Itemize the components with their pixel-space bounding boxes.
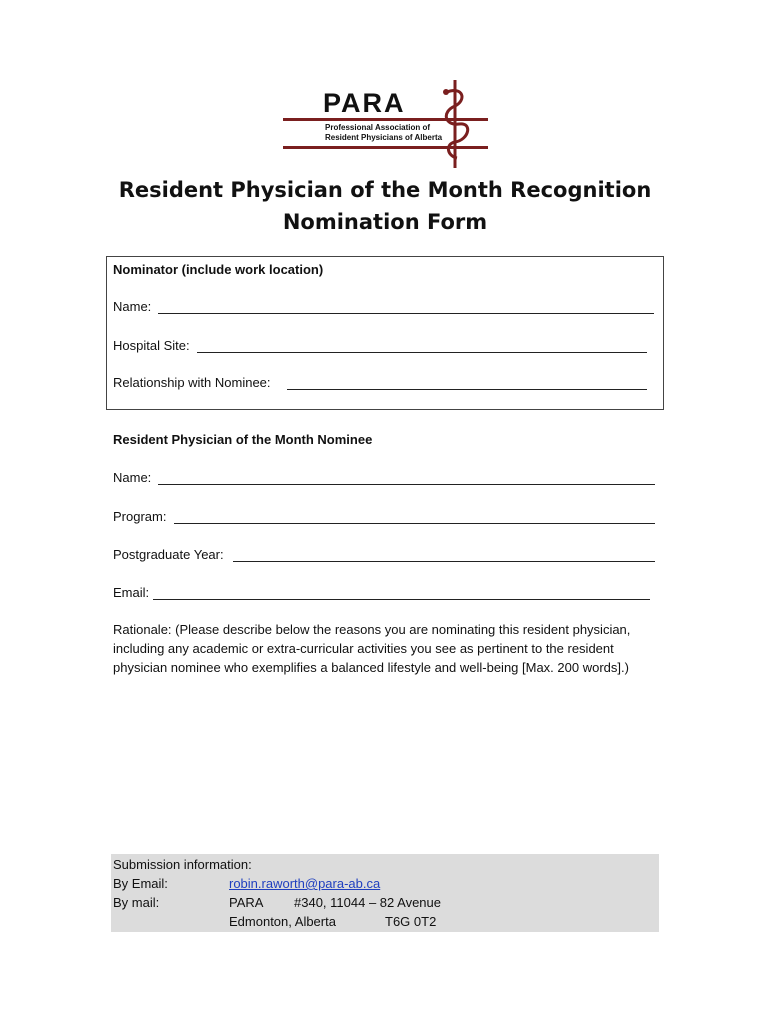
form-title-line2: Nomination Form xyxy=(282,210,488,234)
logo-subtitle xyxy=(325,123,442,143)
submission-email-link[interactable]: robin.raworth@para-ab.ca xyxy=(229,876,381,891)
logo-wordmark: PARA xyxy=(323,88,406,118)
nominator-relationship-field[interactable] xyxy=(287,389,647,390)
nominee-name-label: Name: xyxy=(113,470,152,485)
nominee-program-label: Program: xyxy=(113,509,167,524)
logo-subtitle-line2: Resident Physicians of Alberta xyxy=(325,133,443,142)
nominator-name-label: Name: xyxy=(113,299,152,314)
nominator-hospital-field[interactable] xyxy=(197,352,647,353)
caduceus-icon xyxy=(433,78,483,170)
nominee-year-field[interactable] xyxy=(233,561,655,562)
submission-heading: Submission information: xyxy=(113,857,252,872)
rationale-instructions: Rationale: (Please describe below the reasons you are nominating this resident physician, including any academic or extra-curricular activities you see as pertinent to the resident physician nominee who exemplifies a balanced lifestyle and well-being [Max. 200 words].) xyxy=(113,622,631,675)
by-mail-label: By mail: xyxy=(113,895,160,910)
mail-postal-code: T6G 0T2 xyxy=(385,914,437,929)
nominee-program-field[interactable] xyxy=(174,523,655,524)
nominee-year-label: Postgraduate Year: xyxy=(113,547,224,562)
nominator-heading: Nominator (include work location) xyxy=(113,262,324,277)
para-logo xyxy=(283,78,493,170)
nominee-name-field[interactable] xyxy=(158,484,655,485)
by-email-label: By Email: xyxy=(113,876,168,891)
nominator-name-field[interactable] xyxy=(158,313,654,314)
mail-address-line1: #340, 11044 – 82 Avenue xyxy=(294,895,441,910)
form-title-line1: Resident Physician of the Month Recognition xyxy=(118,178,652,202)
logo-subtitle-line1: Professional Association of xyxy=(325,123,431,132)
mail-city: Edmonton, Alberta xyxy=(229,914,336,929)
mail-org: PARA xyxy=(229,895,264,910)
nominee-email-label: Email: xyxy=(113,585,150,600)
nominator-relationship-label: Relationship with Nominee: xyxy=(113,375,271,390)
nominee-email-field[interactable] xyxy=(153,599,650,600)
nominee-heading: Resident Physician of the Month Nominee xyxy=(113,432,373,447)
nominator-hospital-label: Hospital Site: xyxy=(113,338,190,353)
submission-info-panel xyxy=(111,854,659,932)
